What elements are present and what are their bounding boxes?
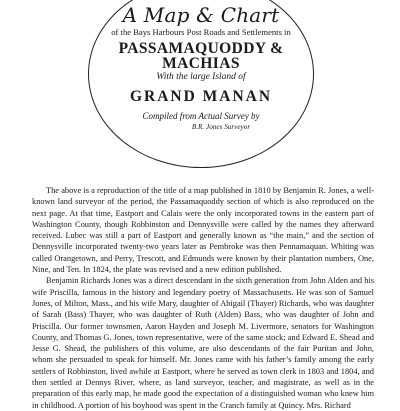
map-title-line1: A Map & Chart bbox=[122, 3, 280, 27]
article-body bbox=[32, 185, 374, 411]
map-title-line5: GRAND MANAN bbox=[129, 88, 273, 106]
map-title-line7: B.R. Jones Surveyor bbox=[191, 122, 251, 131]
map-title-line4: With the large Island of bbox=[156, 71, 246, 82]
article-paragraph-1: The above is a reproduction of the title of a map published in 1810 by Benjamin R. Jones, a well-known land surveyor of the period, the Passamaquoddy section of which is also reproduced on the next page. At that time, Eastport and Calais were the only incorporated towns in the eastern part of Washington County, though Robbinston and Dennysville were called by the names they afterward received. Lubec was still a part of Eastport and generally known as “the main,” and the section of Dennysville incorporated twenty-two years later as Pembroke was then Pennamaquan. Whiting was called Orangetown, and Perry, Trescott, and Edmunds were known by their plantation numbers, One, Nine, and Ten. In 1824, the plate was revised and a new edition published. bbox=[32, 186, 374, 275]
article-paragraph-2: Benjamin Richards Jones was a direct descendant in the sixth generation from John Alden and his wife Priscilla, famous in the history and legendary poetry of Massachusetts. He was son of Samuel Jones, of Milton, Mass., and his wife Mary, daughter of Abigail (Thayer) Richards, who was daughter of Sarah (Bass) Thayer, who was daughter of Ruth (Alden) Bass, who was daughter of John and Priscilla. Our former townsmen, Aaron Hayden and Joseph M. Livermore, senators for Washington County, and Thomas G. Jones, town representative, were of the same stock; and Edward E. Shead and Jesse G. Shead, the publishers of this volume, are also descendants of the fair Puritan and John, whom she persuaded to speak for himself. Mr. Jones came with his father’s family among the early settlers of Robbinston, lived awhile at Eastport, where he served as town clerk in 1803 and 1804, and then settled at Dennys River, where, as land surveyor, teacher, and magistrate, as well as in the preparation of this early map, he made good the expectation of a distinguished woman who knew him in childhood. A portion of his boyhood was spent in the Cranch family at Quincy. Mrs. Richard bbox=[32, 276, 374, 410]
map-title-line6: Compiled from Actual Survey by bbox=[142, 110, 260, 121]
map-title-line2: of the Bays Harbours Post Roads and Settlements in bbox=[111, 27, 291, 37]
map-title-line3: PASSAMAQUODDY & MACHIAS bbox=[118, 39, 284, 73]
map-title-cartouche bbox=[92, 0, 310, 131]
